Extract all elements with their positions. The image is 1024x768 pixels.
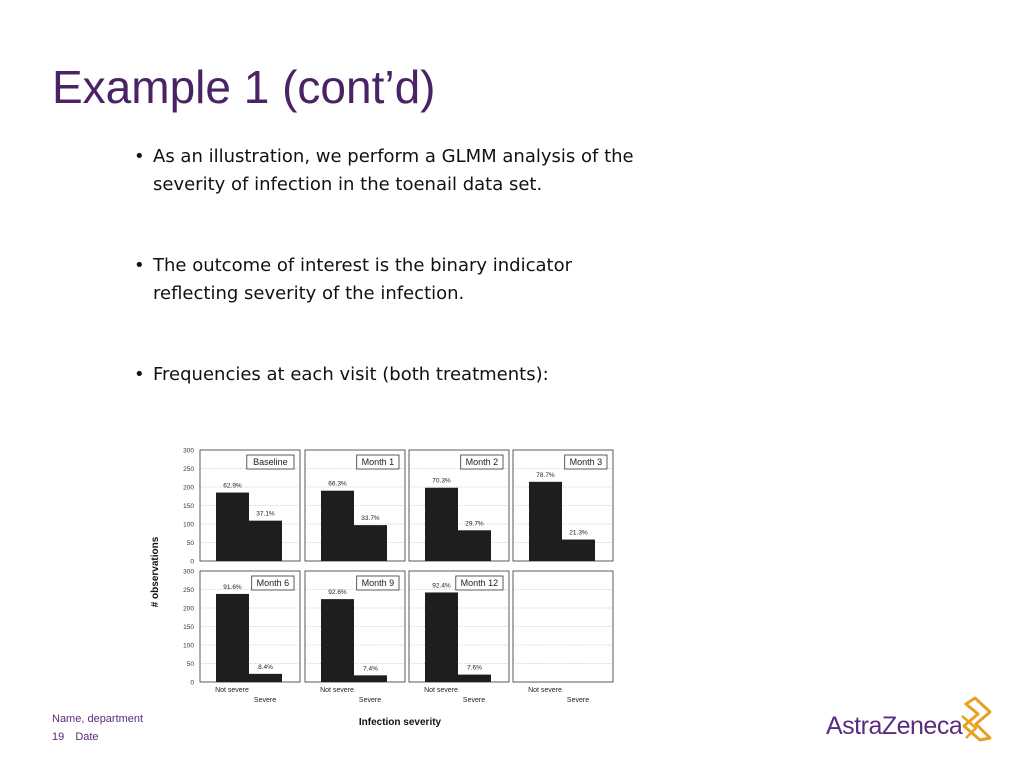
bar (458, 675, 491, 682)
bar (249, 674, 282, 682)
x-axis-title: Infection severity (358, 717, 442, 728)
y-tick-label: 250 (183, 587, 194, 594)
bar-value-label: 7.4% (363, 665, 378, 673)
bar-value-label: 92.4% (432, 582, 451, 590)
panel-label: Baseline (253, 457, 288, 467)
bullet-marker: • (134, 364, 145, 385)
y-tick-label: 100 (183, 642, 194, 650)
x-tick-label: Severe (358, 697, 382, 704)
x-tick-label: Not severe (320, 687, 354, 694)
x-tick-label: Severe (462, 697, 486, 704)
y-tick-label: 150 (183, 503, 194, 510)
panel-label: Month 9 (361, 578, 395, 588)
bullet-item (134, 143, 654, 199)
bar (425, 592, 458, 682)
bar-value-label: 7.6% (467, 664, 482, 672)
logo-wordmark: AstraZeneca (826, 712, 963, 740)
y-tick-label: 300 (183, 568, 194, 576)
y-tick-label: 50 (186, 661, 194, 668)
y-tick-label: 50 (186, 540, 194, 547)
bullet-item (134, 252, 654, 308)
bullet-text: The outcome of interest is the binary indicator reflecting severity of the infection. (153, 255, 573, 304)
footer-page-date (52, 731, 107, 743)
y-tick-label: 150 (183, 624, 194, 631)
bar-value-label: 92.6% (328, 589, 347, 597)
astrazeneca-logo (826, 696, 996, 744)
slide-title: Example 1 (cont’d) (52, 61, 436, 113)
x-tick-label: Severe (566, 697, 590, 704)
panel-label: Month 12 (460, 578, 499, 588)
frequency-bar-chart (140, 440, 630, 744)
bar (249, 521, 282, 561)
bar (458, 530, 491, 561)
bar-value-label: 29.7% (465, 520, 484, 528)
bullet-text: Frequencies at each visit (both treatments): (153, 364, 549, 385)
y-axis-title: # observations (150, 536, 161, 608)
bar (216, 594, 249, 682)
bullet-item (134, 361, 654, 389)
x-tick-label: Severe (253, 697, 277, 704)
bar (216, 493, 249, 561)
y-tick-label: 250 (183, 466, 194, 473)
bar-value-label: 8.4% (258, 663, 273, 671)
y-tick-label: 100 (183, 521, 194, 529)
bar-value-label: 62.9% (223, 482, 242, 490)
footer-department: Name, department (52, 713, 144, 725)
bar-value-label: 70.3% (432, 477, 451, 485)
panel-label: Month 6 (256, 578, 290, 588)
bullet-marker: • (134, 255, 145, 276)
panel-label: Month 3 (569, 457, 603, 467)
panel-label: Month 2 (465, 457, 499, 467)
bullet-marker: • (134, 146, 145, 167)
bar (321, 491, 354, 561)
x-tick-label: Not severe (528, 687, 562, 694)
bar (562, 540, 595, 561)
bar (529, 482, 562, 561)
bar-value-label: 78.7% (536, 471, 555, 479)
bar-value-label: 66.3% (328, 480, 347, 488)
bar-value-label: 37.1% (256, 510, 275, 518)
y-tick-label: 200 (183, 605, 194, 613)
bullet-list (134, 143, 654, 389)
bar-value-label: 91.6% (223, 583, 242, 591)
y-tick-label: 300 (183, 447, 194, 455)
x-tick-label: Not severe (424, 687, 458, 694)
bar (354, 525, 387, 561)
y-tick-label: 0 (190, 679, 194, 687)
x-tick-label: Not severe (215, 687, 249, 694)
bullet-text: As an illustration, we perform a GLMM analysis of the severity of infection in the toenail data set. (153, 146, 634, 195)
footer-date: Date (75, 731, 99, 743)
y-tick-label: 0 (190, 558, 194, 566)
bar (425, 488, 458, 561)
logo-symbol-icon (954, 696, 996, 742)
page-number: 19 (52, 731, 65, 743)
y-tick-label: 200 (183, 484, 194, 492)
bar-value-label: 33.7% (361, 515, 380, 523)
bar (321, 599, 354, 682)
bar (354, 675, 387, 682)
panel-label: Month 1 (361, 457, 395, 467)
bar-value-label: 21.3% (569, 529, 588, 537)
